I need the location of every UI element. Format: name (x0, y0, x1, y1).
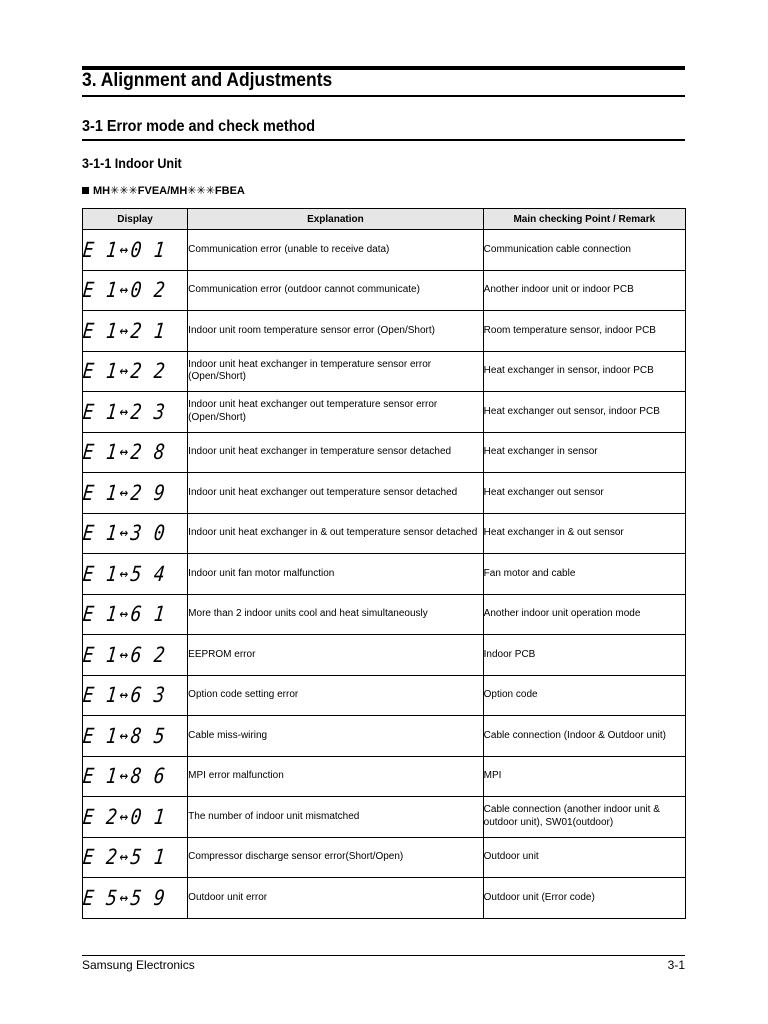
segment-display-code (82, 239, 167, 261)
table-row (83, 797, 686, 838)
remark-cell: Communication cable connection (483, 230, 685, 271)
explanation-cell: Indoor unit room temperature sensor error (Open/Short) (188, 311, 483, 352)
segment-display-code (82, 482, 167, 504)
error-code-suffix: 2 8 (129, 440, 167, 465)
remark-cell: Heat exchanger in sensor, indoor PCB (483, 351, 685, 392)
chapter-underline (82, 95, 685, 97)
segment-display-code (82, 603, 167, 625)
header-remark: Main checking Point / Remark (483, 209, 685, 230)
table-row (83, 635, 686, 676)
error-code-prefix: E 2 (81, 845, 120, 870)
remark-cell: Heat exchanger in sensor (483, 432, 685, 473)
table-row (83, 594, 686, 635)
display-cell (83, 675, 188, 716)
explanation-cell: Cable miss-wiring (188, 716, 483, 757)
table-row (83, 878, 686, 919)
error-code-suffix: 8 6 (129, 764, 167, 789)
error-code-suffix: 5 1 (129, 845, 167, 870)
display-cell (83, 513, 188, 554)
header-explanation: Explanation (188, 209, 483, 230)
display-cell (83, 756, 188, 797)
left-right-arrow-icon: ↔ (118, 563, 131, 584)
table-row (83, 432, 686, 473)
segment-display-code (82, 563, 167, 585)
table-row (83, 311, 686, 352)
explanation-cell: Indoor unit heat exchanger out temperature sensor error (Open/Short) (188, 392, 483, 433)
explanation-cell: Communication error (outdoor cannot communicate) (188, 270, 483, 311)
left-right-arrow-icon: ↔ (118, 280, 131, 301)
subsection-title: 3-1-1 Indoor Unit (82, 156, 182, 171)
segment-display-code (82, 401, 167, 423)
error-code-prefix: E 1 (81, 642, 120, 667)
remark-cell: Indoor PCB (483, 635, 685, 676)
error-code-prefix: E 1 (81, 440, 120, 465)
table-header-row (83, 209, 686, 230)
explanation-cell: MPI error malfunction (188, 756, 483, 797)
segment-display-code (82, 320, 167, 342)
left-right-arrow-icon: ↔ (118, 806, 131, 827)
display-cell (83, 716, 188, 757)
segment-display-code (82, 441, 167, 463)
segment-display-code (82, 522, 167, 544)
section-title: 3-1 Error mode and check method (82, 118, 316, 135)
remark-cell: Heat exchanger out sensor, indoor PCB (483, 392, 685, 433)
explanation-cell: Communication error (unable to receive data) (188, 230, 483, 271)
table-row (83, 351, 686, 392)
table-row (83, 270, 686, 311)
model-line-text: MH✳✳✳FVEA/MH✳✳✳FBEA (93, 185, 245, 197)
segment-display-code (82, 725, 167, 747)
remark-cell: MPI (483, 756, 685, 797)
display-cell (83, 837, 188, 878)
display-cell (83, 594, 188, 635)
remark-cell: Outdoor unit (Error code) (483, 878, 685, 919)
segment-display-code (82, 684, 167, 706)
left-right-arrow-icon: ↔ (118, 523, 131, 544)
display-cell (83, 878, 188, 919)
error-code-suffix: 2 1 (129, 318, 167, 343)
left-right-arrow-icon: ↔ (118, 320, 131, 341)
table-row (83, 554, 686, 595)
explanation-cell: The number of indoor unit mismatched (188, 797, 483, 838)
error-code-suffix: 2 9 (129, 480, 167, 505)
error-code-suffix: 8 5 (129, 723, 167, 748)
display-cell (83, 351, 188, 392)
error-code-table (82, 208, 686, 919)
display-cell (83, 392, 188, 433)
error-code-prefix: E 1 (81, 521, 120, 546)
left-right-arrow-icon: ↔ (118, 401, 131, 422)
segment-display-code (82, 806, 167, 828)
left-right-arrow-icon: ↔ (118, 604, 131, 625)
explanation-cell: More than 2 indoor units cool and heat simultaneously (188, 594, 483, 635)
error-code-prefix: E 5 (81, 885, 120, 910)
table-row (83, 756, 686, 797)
error-code-prefix: E 1 (81, 683, 120, 708)
error-code-prefix: E 1 (81, 359, 120, 384)
error-code-prefix: E 1 (81, 278, 120, 303)
segment-display-code (82, 887, 167, 909)
remark-cell: Cable connection (another indoor unit & outdoor unit), SW01(outdoor) (483, 797, 685, 838)
footer-page-number: 3-1 (667, 958, 685, 972)
segment-display-code (82, 279, 167, 301)
left-right-arrow-icon: ↔ (118, 644, 131, 665)
error-code-suffix: 0 2 (129, 278, 167, 303)
display-cell (83, 270, 188, 311)
error-code-suffix: 0 1 (129, 804, 167, 829)
model-line (82, 184, 245, 197)
remark-cell: Heat exchanger in & out sensor (483, 513, 685, 554)
left-right-arrow-icon: ↔ (118, 766, 131, 787)
segment-display-code (82, 765, 167, 787)
table-row (83, 837, 686, 878)
error-code-prefix: E 1 (81, 237, 120, 262)
table-row (83, 675, 686, 716)
footer-company: Samsung Electronics (82, 958, 195, 972)
left-right-arrow-icon: ↔ (118, 725, 131, 746)
section-underline (82, 139, 685, 141)
table-row (83, 473, 686, 514)
remark-cell: Fan motor and cable (483, 554, 685, 595)
error-code-suffix: 5 9 (129, 885, 167, 910)
left-right-arrow-icon: ↔ (118, 482, 131, 503)
remark-cell: Another indoor unit operation mode (483, 594, 685, 635)
square-bullet-icon (82, 187, 89, 194)
left-right-arrow-icon: ↔ (118, 847, 131, 868)
left-right-arrow-icon: ↔ (118, 442, 131, 463)
display-cell (83, 635, 188, 676)
error-code-suffix: 5 4 (129, 561, 167, 586)
remark-cell: Another indoor unit or indoor PCB (483, 270, 685, 311)
remark-cell: Heat exchanger out sensor (483, 473, 685, 514)
left-right-arrow-icon: ↔ (118, 239, 131, 260)
error-code-prefix: E 1 (81, 723, 120, 748)
remark-cell: Cable connection (Indoor & Outdoor unit) (483, 716, 685, 757)
table-row (83, 230, 686, 271)
display-cell (83, 554, 188, 595)
display-cell (83, 230, 188, 271)
display-cell (83, 473, 188, 514)
display-cell (83, 311, 188, 352)
explanation-cell: Option code setting error (188, 675, 483, 716)
segment-display-code (82, 360, 167, 382)
remark-cell: Option code (483, 675, 685, 716)
error-code-prefix: E 1 (81, 399, 120, 424)
footer-rule (82, 955, 685, 956)
error-code-prefix: E 1 (81, 602, 120, 627)
error-code-suffix: 6 3 (129, 683, 167, 708)
table-row (83, 513, 686, 554)
explanation-cell: Indoor unit heat exchanger in temperature sensor detached (188, 432, 483, 473)
segment-display-code (82, 846, 167, 868)
left-right-arrow-icon: ↔ (118, 887, 131, 908)
left-right-arrow-icon: ↔ (118, 685, 131, 706)
explanation-cell: Indoor unit heat exchanger in temperature sensor error (Open/Short) (188, 351, 483, 392)
remark-cell: Outdoor unit (483, 837, 685, 878)
chapter-title: 3. Alignment and Adjustments (82, 70, 333, 91)
explanation-cell: Indoor unit heat exchanger in & out temperature sensor detached (188, 513, 483, 554)
table-row (83, 392, 686, 433)
error-code-prefix: E 1 (81, 318, 120, 343)
error-code-suffix: 2 3 (129, 399, 167, 424)
error-code-prefix: E 1 (81, 480, 120, 505)
table-row (83, 716, 686, 757)
header-display: Display (83, 209, 188, 230)
error-code-suffix: 6 2 (129, 642, 167, 667)
error-code-suffix: 2 2 (129, 359, 167, 384)
error-code-prefix: E 2 (81, 804, 120, 829)
explanation-cell: EEPROM error (188, 635, 483, 676)
error-code-suffix: 3 0 (129, 521, 167, 546)
explanation-cell: Indoor unit fan motor malfunction (188, 554, 483, 595)
segment-display-code (82, 644, 167, 666)
explanation-cell: Indoor unit heat exchanger out temperature sensor detached (188, 473, 483, 514)
display-cell (83, 797, 188, 838)
explanation-cell: Outdoor unit error (188, 878, 483, 919)
error-code-suffix: 6 1 (129, 602, 167, 627)
remark-cell: Room temperature sensor, indoor PCB (483, 311, 685, 352)
error-code-prefix: E 1 (81, 561, 120, 586)
explanation-cell: Compressor discharge sensor error(Short/Open) (188, 837, 483, 878)
left-right-arrow-icon: ↔ (118, 361, 131, 382)
display-cell (83, 432, 188, 473)
error-code-suffix: 0 1 (129, 237, 167, 262)
error-code-prefix: E 1 (81, 764, 120, 789)
